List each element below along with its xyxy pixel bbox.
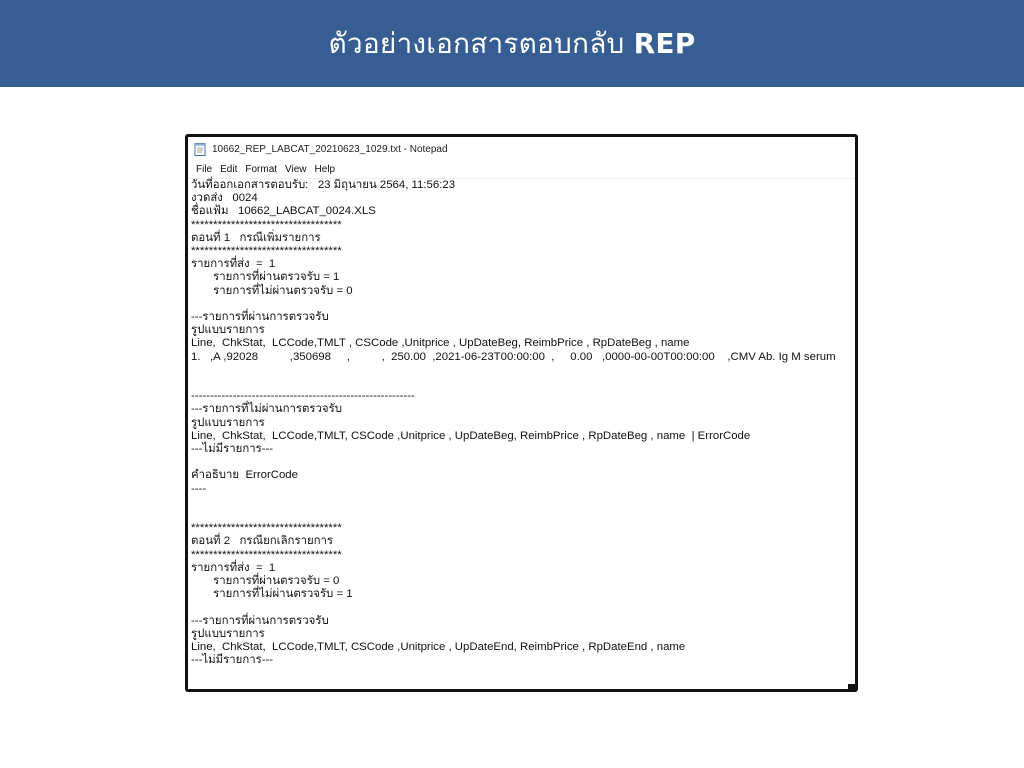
text-line: รูปแบบรายการ <box>191 416 265 429</box>
text-line: รูปแบบรายการ <box>191 324 265 337</box>
text-line: รูปแบบรายการ <box>191 627 265 640</box>
text-line: ********************************** <box>191 522 342 535</box>
notepad-text-content[interactable] <box>191 179 855 668</box>
text-line: รายการที่ส่ง = 1 <box>191 258 276 271</box>
text-line: ---ไม่มีรายการ--- <box>191 654 274 667</box>
text-line: รายการที่ผ่านตรวจรับ = 1 <box>191 271 340 284</box>
text-line: ---รายการที่ไม่ผ่านการตรวจรับ <box>191 403 342 416</box>
notepad-titlebar[interactable] <box>188 137 855 161</box>
window-corner-shadow <box>848 684 856 690</box>
text-line: รายการที่ผ่านตรวจรับ = 0 <box>191 575 340 588</box>
text-line: ตอนที่ 2 กรณียกเลิกรายการ <box>191 535 334 548</box>
text-line: รายการที่ส่ง = 1 <box>191 561 276 574</box>
notepad-icon <box>194 142 206 156</box>
text-line: ---ไม่มีรายการ--- <box>191 443 274 456</box>
menu-format[interactable]: Format <box>245 164 278 175</box>
text-line: งวดส่ง 0024 <box>191 192 258 205</box>
text-line: ********************************** <box>191 218 342 231</box>
text-line: Line, ChkStat, LCCode,TMLT, CSCode ,Unitprice , UpDateEnd, ReimbPrice , RpDateEnd , name <box>191 641 686 654</box>
text-line: ชื่อแฟ้ม 10662_LABCAT_0024.XLS <box>191 205 376 218</box>
text-line: วันที่ออกเอกสารตอบรับ: 23 มิถุนายน 2564, 11:56:23 <box>191 179 456 191</box>
text-line: ---- <box>191 482 207 495</box>
text-line: Line, ChkStat, LCCode,TMLT, CSCode ,Unitprice , UpDateBeg, ReimbPrice , RpDateBeg , name | ErrorCode <box>191 429 751 442</box>
text-line: ********************************** <box>191 245 342 258</box>
text-line: ********************************** <box>191 548 342 561</box>
text-line: Line, ChkStat, LCCode,TMLT , CSCode ,Unitprice , UpDateBeg, ReimbPrice , RpDateBeg , name <box>191 337 690 350</box>
menu-file[interactable]: File <box>196 164 213 175</box>
text-line: รายการที่ไม่ผ่านตรวจรับ = 1 <box>191 588 353 601</box>
text-line: คำอธิบาย ErrorCode <box>191 469 298 482</box>
menu-view[interactable]: View <box>285 164 307 175</box>
text-line: ---รายการที่ผ่านการตรวจรับ <box>191 311 329 324</box>
text-line: ตอนที่ 1 กรณีเพิ่มรายการ <box>191 231 321 244</box>
notepad-text-area[interactable] <box>188 179 855 668</box>
menu-help[interactable]: Help <box>314 164 336 175</box>
slide-title-rep: REP <box>633 26 696 60</box>
text-line: ----------------------------------------------------------- <box>191 390 415 403</box>
text-line: ---รายการที่ผ่านการตรวจรับ <box>191 614 329 627</box>
slide-title-thai: ตัวอย่างเอกสารตอบกลับ <box>328 26 625 60</box>
slide-title <box>329 22 696 66</box>
text-line: 1. ,A ,92028 ,350698 , , 250.00 ,2021-06-23T00:00:00 , 0.00 ,0000-00-00T00:00:00 ,CMV Ab. Ig M serum <box>191 350 836 363</box>
notepad-window-title: 10662_REP_LABCAT_20210623_1029.txt - Notepad <box>212 143 448 155</box>
menu-edit[interactable]: Edit <box>220 164 238 175</box>
text-line: รายการที่ไม่ผ่านตรวจรับ = 0 <box>191 284 353 297</box>
notepad-window <box>185 134 858 692</box>
notepad-menubar <box>188 161 855 179</box>
slide-header <box>0 0 1024 87</box>
